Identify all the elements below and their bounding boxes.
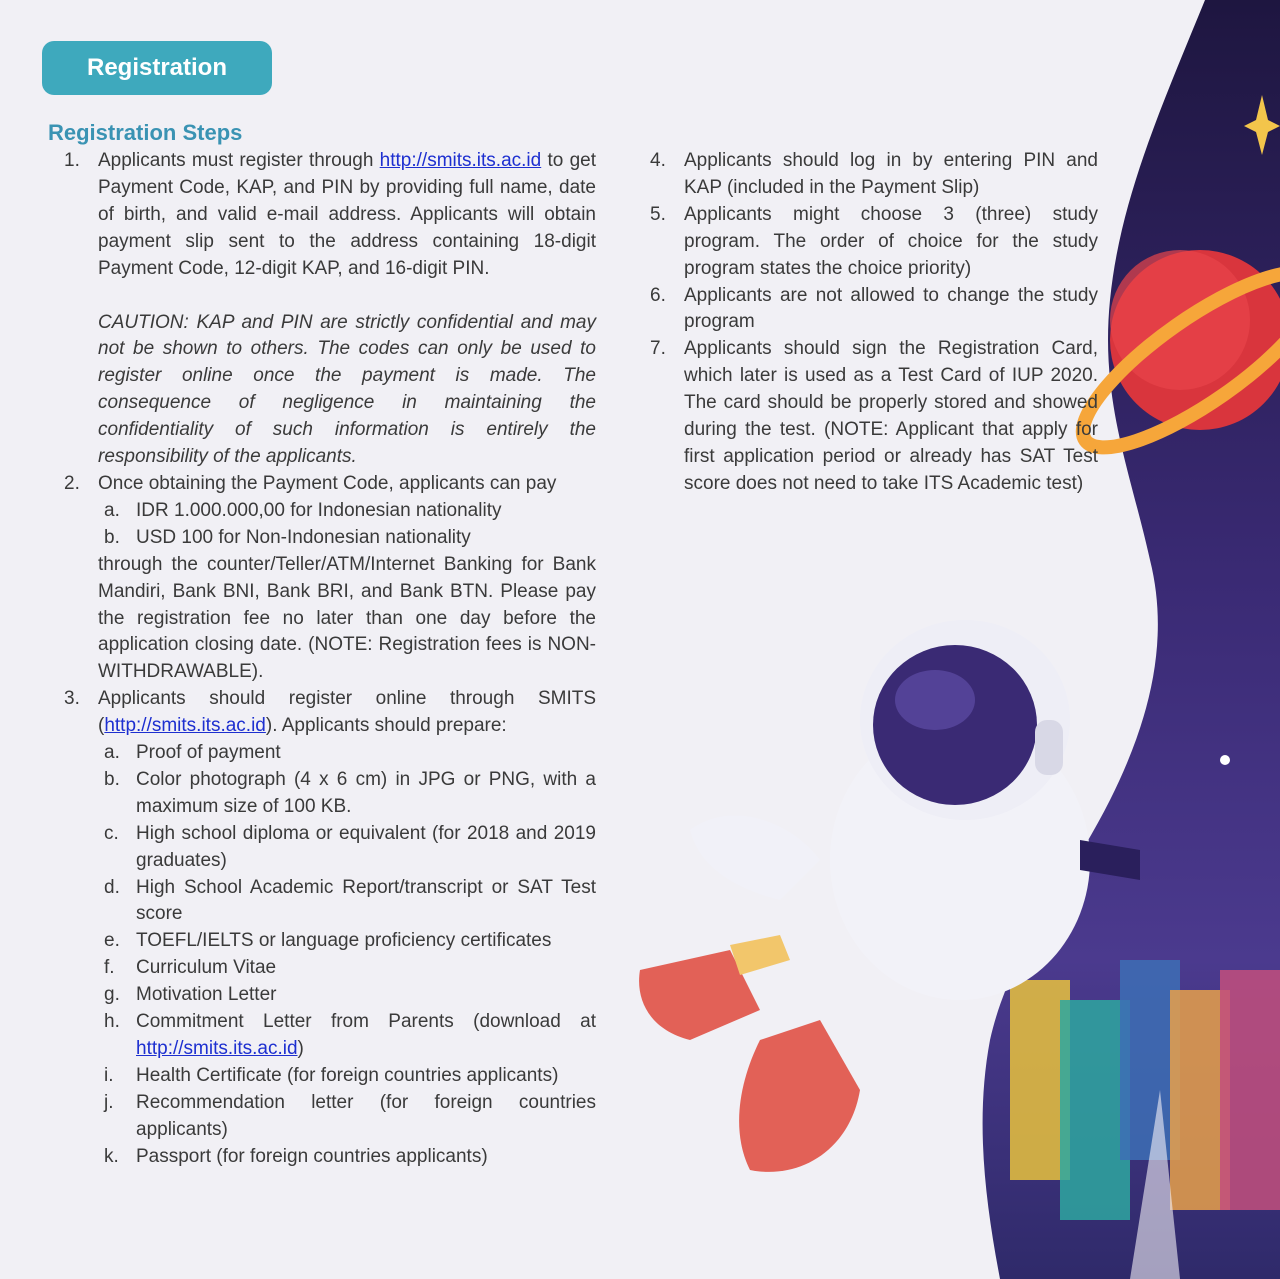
step-number: 6. bbox=[650, 284, 666, 306]
sub-item-letter: j. bbox=[104, 1091, 114, 1113]
step-text: Applicants must register through bbox=[98, 150, 374, 171]
registration-steps-heading: Registration Steps bbox=[48, 120, 243, 145]
sub-item bbox=[64, 498, 596, 525]
step-text: ). Applicants should prepare: bbox=[265, 715, 507, 737]
smits-link[interactable]: http://smits.its.ac.id bbox=[379, 150, 542, 171]
sub-item-text: USD 100 for Non-Indonesian nationality bbox=[136, 526, 471, 548]
step-number: 4. bbox=[650, 150, 666, 171]
sub-item-letter: c. bbox=[104, 822, 119, 844]
step-2 bbox=[64, 471, 596, 498]
step-text: Applicants should sign the Registration Card, which later is used as a Test Card of IUP 2020. The card should be properly stored and showed during the test. (NOTE: Applicant that apply for first application period or already has SAT Test score does not need to take ITS Academic test) bbox=[684, 338, 1098, 494]
sub-item bbox=[64, 1090, 596, 1144]
sub-item-letter: a. bbox=[104, 499, 120, 521]
step-text: Once obtaining the Payment Code, applicants can pay bbox=[98, 472, 557, 494]
step-6 bbox=[650, 283, 1098, 337]
step-number: 7. bbox=[650, 338, 666, 360]
steps-left-column bbox=[64, 148, 596, 1171]
registration-badge: Registration bbox=[42, 41, 272, 95]
sub-item-letter: d. bbox=[104, 876, 120, 898]
sub-item-text: High School Academic Report/transcript or SAT Test score bbox=[136, 876, 596, 925]
sub-item-text: Curriculum Vitae bbox=[136, 957, 277, 979]
smits-link[interactable]: http://smits.its.ac.id bbox=[136, 1038, 298, 1059]
sub-item-text: Proof of payment bbox=[136, 742, 281, 764]
step-text: Applicants should register online through SMITS ( bbox=[98, 688, 596, 737]
step-number: 3. bbox=[64, 688, 80, 710]
step-text: Applicants might choose 3 (three) study program. The order of choice for the study program states the choice priority) bbox=[684, 203, 1098, 279]
sub-item-text: ) bbox=[297, 1038, 304, 1059]
sub-item bbox=[64, 1009, 596, 1063]
step-text: to get Payment Code, KAP, and PIN by providing full name, date of birth, and valid e-mail address. Applicants will obtain payment slip sent to the address containing 18-digit Payment Code, 12-digit KAP, and 16-digit PIN. bbox=[98, 150, 597, 279]
sub-item-text: Health Certificate (for foreign countries applicants) bbox=[136, 1064, 559, 1086]
step-number: 5. bbox=[650, 203, 666, 225]
step-text: Applicants are not allowed to change the study program bbox=[684, 284, 1098, 333]
step-4 bbox=[650, 148, 1098, 202]
step-5 bbox=[650, 202, 1098, 283]
payment-instructions: through the counter/Teller/ATM/Internet Banking for Bank Mandiri, Bank BNI, Bank BRI, and Bank BTN. Please pay the registration fee no later than one day before the application closing date. (NOTE: Registration fees is NON-WITHDRAWABLE). bbox=[98, 553, 596, 683]
sub-item bbox=[64, 928, 596, 955]
step-1 bbox=[64, 148, 596, 283]
step-3 bbox=[64, 686, 596, 740]
step-number: 2. bbox=[64, 472, 80, 494]
sub-item-letter: b. bbox=[104, 526, 120, 548]
sub-item bbox=[64, 875, 596, 929]
steps-right-column bbox=[650, 148, 1098, 498]
sub-item-text: Passport (for foreign countries applicants) bbox=[136, 1145, 488, 1167]
sub-item-letter: b. bbox=[104, 768, 120, 790]
sub-item bbox=[64, 740, 596, 767]
sub-item bbox=[64, 982, 596, 1009]
sub-item-letter: f. bbox=[104, 957, 115, 979]
sub-item-letter: e. bbox=[104, 930, 120, 952]
sub-item-letter: i. bbox=[104, 1064, 114, 1086]
sub-item-letter: k. bbox=[104, 1145, 119, 1167]
sub-item-letter: a. bbox=[104, 742, 120, 764]
sub-item-text: Motivation Letter bbox=[136, 984, 277, 1006]
sub-item-letter: g. bbox=[104, 984, 120, 1006]
sub-item-text: IDR 1.000.000,00 for Indonesian nationality bbox=[136, 499, 502, 521]
caution-note: CAUTION: KAP and PIN are strictly confidential and may not be shown to others. The codes can only be used to register online once the payment is made. The consequence of negligence in maintaining the confidentiality of such information is entirely the responsibility of the applicants. bbox=[98, 311, 596, 468]
sub-item bbox=[64, 1144, 596, 1171]
sub-item-text: Color photograph (4 x 6 cm) in JPG or PNG, with a maximum size of 100 KB. bbox=[136, 768, 596, 817]
step-number: 1. bbox=[64, 150, 80, 171]
smits-link[interactable]: http://smits.its.ac.id bbox=[104, 715, 266, 737]
sub-item-text: Commitment Letter from Parents (download at bbox=[136, 1011, 596, 1033]
sub-item bbox=[64, 1063, 596, 1090]
sub-item-text: High school diploma or equivalent (for 2018 and 2019 graduates) bbox=[136, 822, 596, 871]
sub-item-letter: h. bbox=[104, 1011, 120, 1033]
sub-item bbox=[64, 767, 596, 821]
step-text: Applicants should log in by entering PIN and KAP (included in the Payment Slip) bbox=[684, 150, 1098, 198]
sub-item-text: TOEFL/IELTS or language proficiency certificates bbox=[136, 930, 552, 952]
sub-item bbox=[64, 821, 596, 875]
step-7 bbox=[650, 336, 1098, 497]
sub-item bbox=[64, 525, 596, 552]
spacer bbox=[64, 283, 596, 310]
sub-item-text: Recommendation letter (for foreign countries applicants) bbox=[136, 1091, 596, 1140]
sub-item bbox=[64, 955, 596, 982]
